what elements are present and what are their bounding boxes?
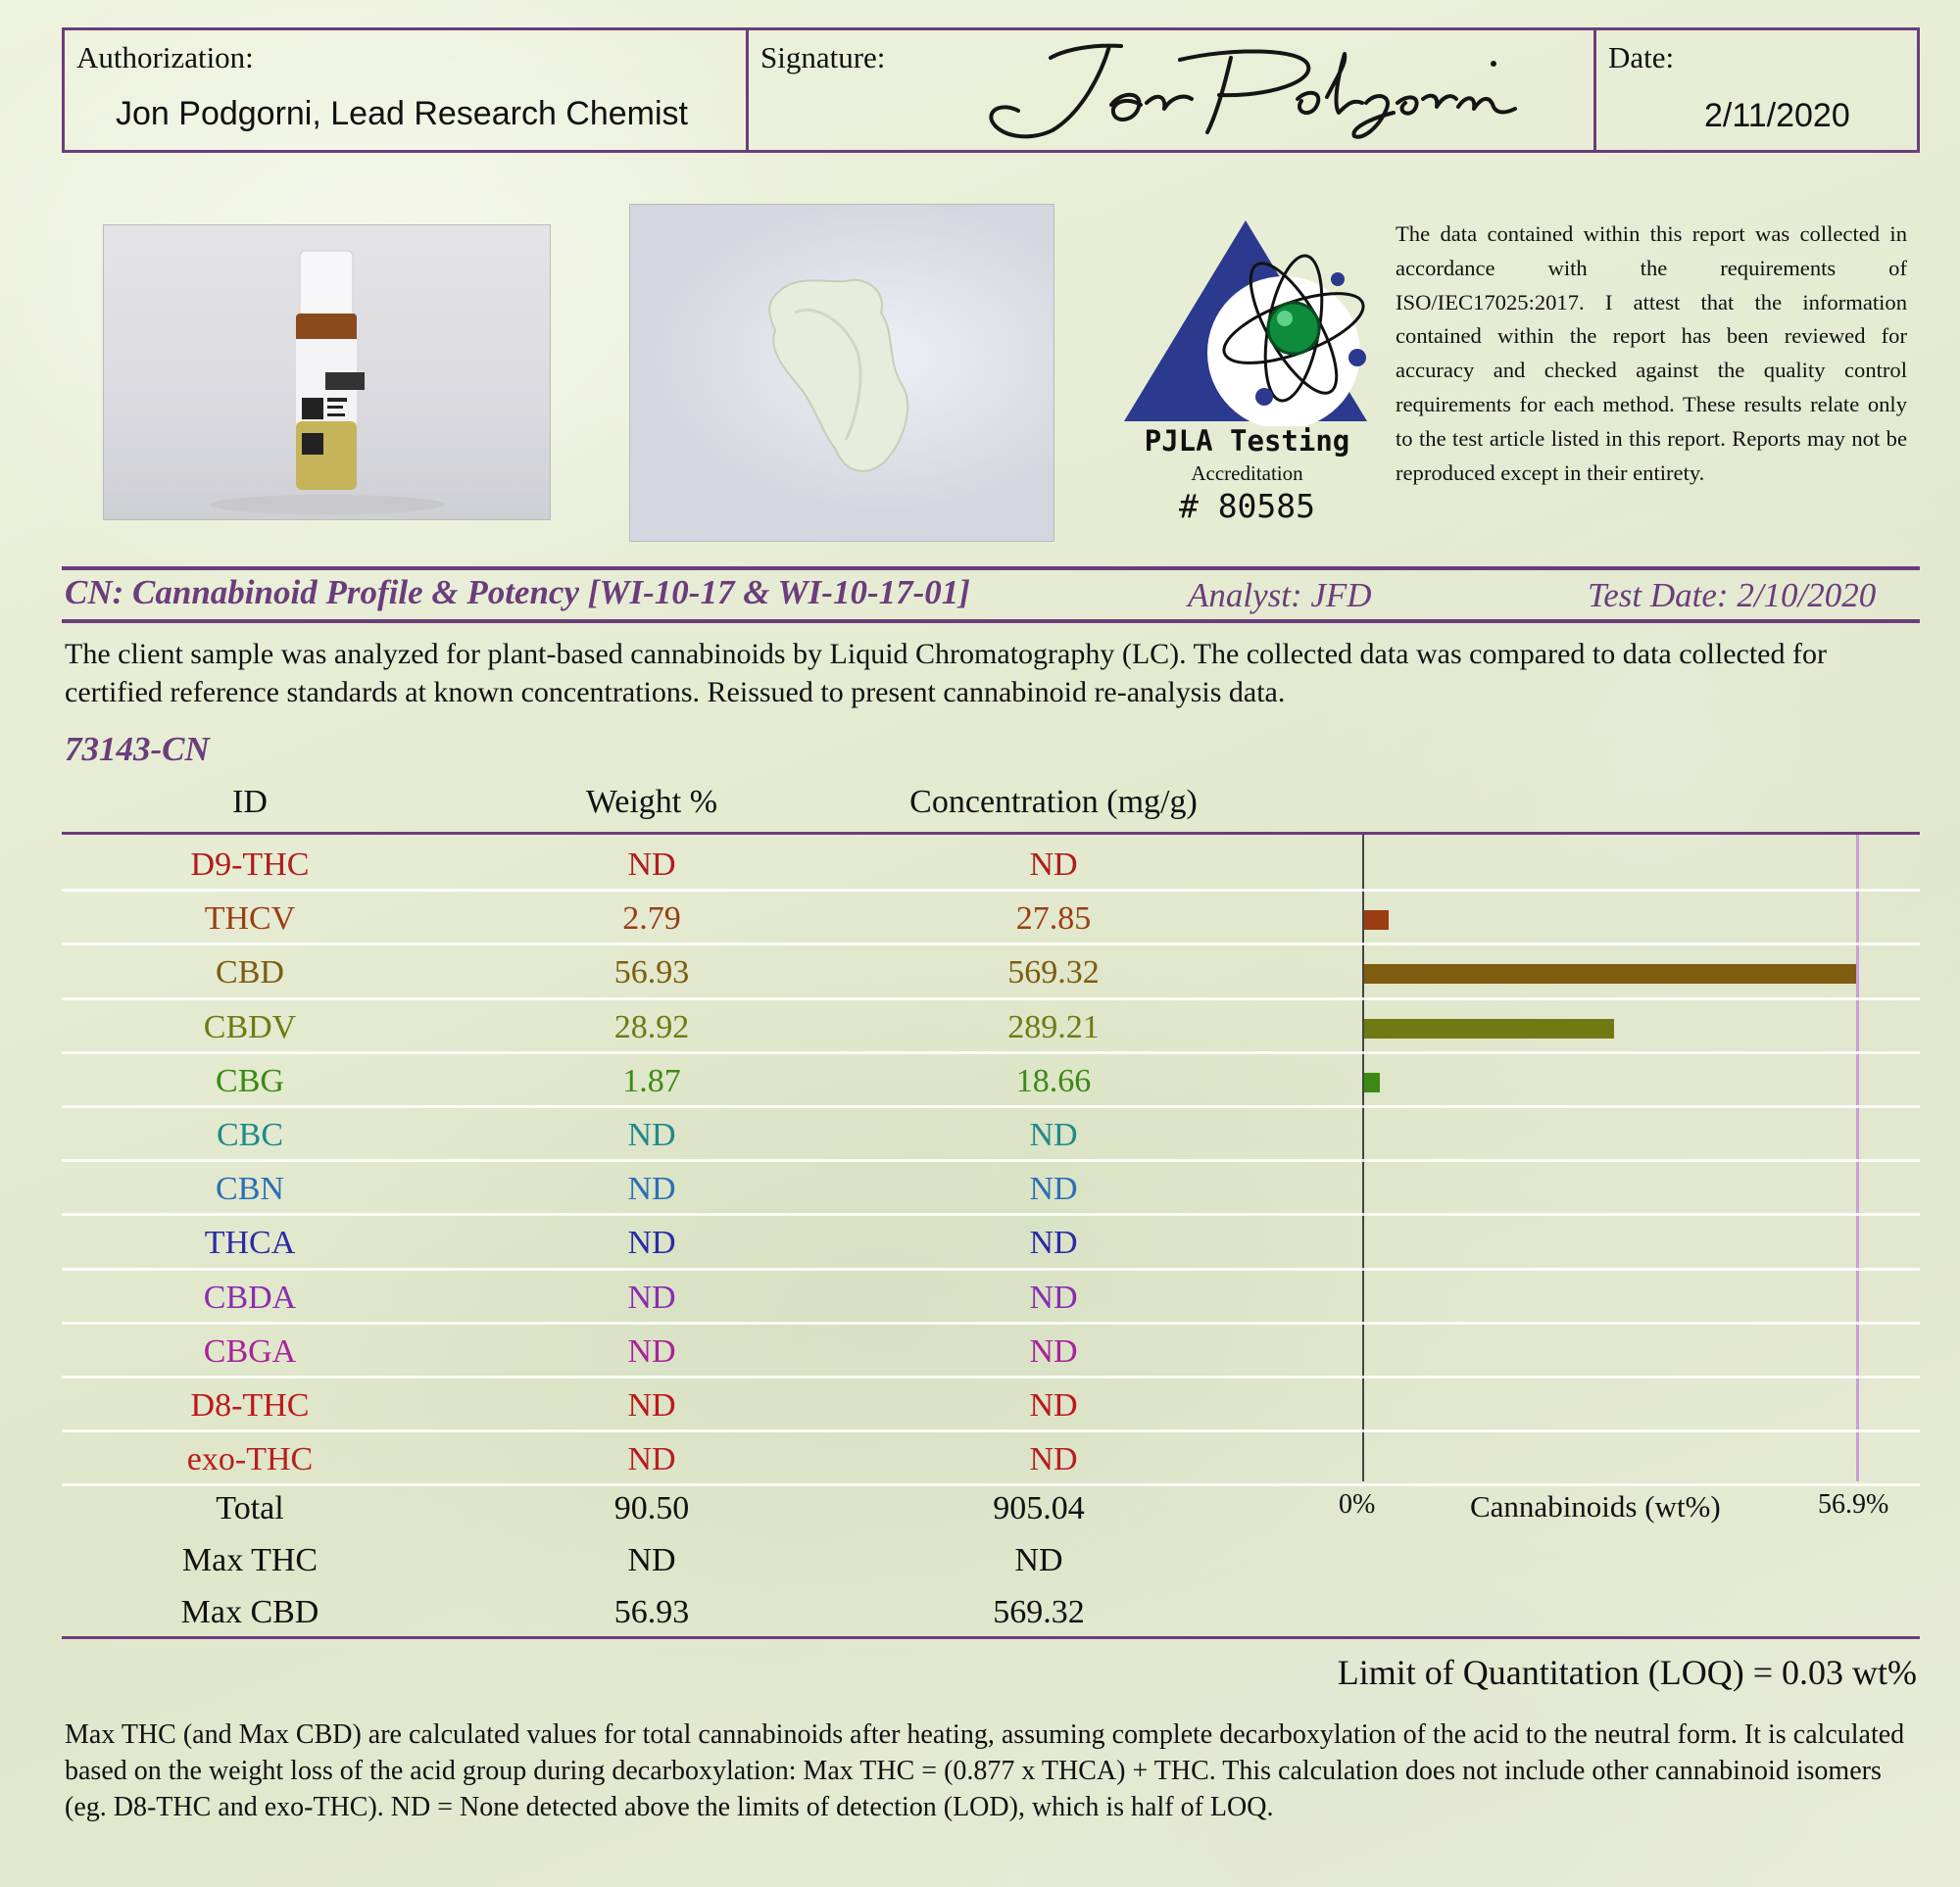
row-divider <box>62 1213 1920 1216</box>
signature-label: Signature: <box>760 40 886 74</box>
cannabinoid-id: CBG <box>216 1062 284 1099</box>
cannabinoid-weight: ND <box>627 1387 676 1424</box>
row-divider <box>62 1051 1920 1054</box>
cannabinoid-concentration: ND <box>1029 1225 1078 1262</box>
col-header-id: ID <box>232 784 268 820</box>
table-bottom-rule <box>62 1636 1920 1639</box>
cannabinoid-concentration: 18.66 <box>1015 1062 1092 1099</box>
chart-x-label: Cannabinoids (wt%) <box>1470 1489 1721 1524</box>
method-description: The client sample was analyzed for plant-based cannabinoids by Liquid Chromatography (LC). The collected data was compared to data collected for certified reference standards at known concentrations. Reissued to present cannabinoid re-analysis data. <box>65 638 1827 708</box>
pjla-accreditation-logo <box>1122 220 1372 524</box>
cannabinoid-weight: ND <box>627 1225 676 1262</box>
footnote: Max THC (and Max CBD) are calculated values for total cannabinoids after heating, assuming complete decarboxylation of the acid to the neutral form. It is calculated based on the weight loss of the acid group during decarboxylation: Max THC = (0.877 x THCA) + THC. This calculation does not include other cannabinoid isomers (eg. D8-THC and exo-THC). ND = None detected above the limits of detection (LOD), which is half of LOQ. <box>65 1719 1905 1822</box>
summary-concentration: 569.32 <box>993 1594 1085 1630</box>
sample-crystal-photo <box>629 204 1054 542</box>
row-divider <box>62 1483 1920 1486</box>
summary-label: Max CBD <box>180 1594 319 1630</box>
cannabinoid-id: THCA <box>204 1225 296 1262</box>
bar-thcv <box>1364 910 1389 930</box>
row-divider <box>62 1376 1920 1379</box>
cannabinoid-concentration: 569.32 <box>1007 954 1100 992</box>
summary-label: Total <box>216 1490 284 1526</box>
accreditation-name: PJLA Testing <box>1144 424 1350 458</box>
cannabinoid-id: CBC <box>216 1117 284 1153</box>
cannabinoid-weight: ND <box>627 1441 676 1478</box>
cannabinoid-weight: ND <box>627 847 676 883</box>
authorization-label: Authorization: <box>76 40 254 74</box>
cannabinoid-concentration: ND <box>1029 1387 1078 1424</box>
accreditation-sub: Accreditation <box>1191 461 1303 485</box>
iso-statement: The data contained within this report was collected in accordance with the requirements of ISO/IEC17025:2017. I attest that the information contained within the report has been reviewed for accuracy and checked against the quality control requirements for each method. These results relate only to the test article listed in this report. Reports may not be reproduced except in their entirety. <box>1396 221 1907 485</box>
bar-cbg <box>1364 1073 1380 1092</box>
cannabinoid-id: CBN <box>216 1171 284 1208</box>
cannabinoid-concentration: ND <box>1029 1441 1078 1478</box>
section-title: CN: Cannabinoid Profile & Potency [WI-10-17 & WI-10-17-01] <box>65 573 970 611</box>
cannabinoid-id: CBDA <box>203 1279 297 1316</box>
cannabinoid-weight: ND <box>627 1332 676 1370</box>
summary-label: Max THC <box>181 1542 318 1578</box>
table-header-rule <box>62 832 1920 835</box>
cannabinoid-concentration: ND <box>1029 1117 1078 1153</box>
row-divider <box>62 1322 1920 1325</box>
row-divider <box>62 1159 1920 1162</box>
analyst: Analyst: JFD <box>1188 576 1372 614</box>
section-rule-bottom <box>62 619 1920 623</box>
summary-weight: 56.93 <box>613 1594 690 1630</box>
cannabinoid-id: CBDV <box>203 1008 297 1045</box>
cannabinoid-concentration: 289.21 <box>1007 1008 1100 1045</box>
cannabinoid-weight: ND <box>627 1279 676 1316</box>
chart-zero-axis <box>1362 835 1364 1481</box>
row-divider <box>62 1268 1920 1271</box>
cannabinoid-concentration: ND <box>1029 847 1078 883</box>
loq-statement: Limit of Quantitation (LOQ) = 0.03 wt% <box>1337 1653 1917 1692</box>
row-divider <box>62 997 1920 1000</box>
row-divider <box>62 889 1920 892</box>
test-date: Test Date: 2/10/2020 <box>1588 576 1877 614</box>
date-value: 2/11/2020 <box>1704 97 1850 134</box>
atom-triangle-icon <box>1122 220 1372 426</box>
cannabinoid-id: CBD <box>216 954 284 992</box>
col-header-weight: Weight % <box>585 784 718 820</box>
cannabinoid-id: THCV <box>204 900 296 938</box>
accreditation-number: # 80585 <box>1178 487 1316 525</box>
cannabinoid-weight: 2.79 <box>622 900 681 938</box>
row-divider <box>62 1105 1920 1108</box>
report-header <box>62 27 1920 153</box>
cannabinoid-concentration: ND <box>1029 1171 1078 1208</box>
cannabinoid-id: D9-THC <box>190 847 310 883</box>
summary-weight: ND <box>627 1542 676 1578</box>
summary-weight: 90.50 <box>613 1490 690 1526</box>
row-divider <box>62 943 1920 945</box>
signature-cell <box>749 30 1593 150</box>
cannabinoid-weight: ND <box>627 1171 676 1208</box>
chart-max-line <box>1856 835 1859 1481</box>
chart-tick-min: 0% <box>1339 1489 1376 1520</box>
cannabinoid-weight: 56.93 <box>613 954 690 992</box>
summary-concentration: ND <box>1014 1542 1063 1578</box>
cannabinoid-id: D8-THC <box>190 1387 310 1424</box>
sample-vial-photo <box>103 224 551 520</box>
date-label: Date: <box>1608 40 1675 74</box>
summary-concentration: 905.04 <box>993 1490 1085 1526</box>
authorization-value: Jon Podgorni, Lead Research Chemist <box>116 95 688 132</box>
cannabinoid-weight: 28.92 <box>613 1008 690 1045</box>
cannabinoid-weight: 1.87 <box>622 1062 681 1099</box>
date-cell <box>1596 30 1917 150</box>
cannabinoid-id: exo-THC <box>186 1441 314 1478</box>
cannabinoid-concentration: ND <box>1029 1332 1078 1370</box>
cannabinoid-concentration: ND <box>1029 1279 1078 1316</box>
authorization-cell <box>65 30 746 150</box>
row-divider <box>62 1429 1920 1432</box>
cannabinoid-weight: ND <box>627 1117 676 1153</box>
cannabinoid-concentration: 27.85 <box>1015 900 1092 938</box>
chart-tick-max: 56.9% <box>1818 1489 1889 1520</box>
bar-cbd <box>1364 964 1856 984</box>
sample-id: 73143-CN <box>65 730 210 768</box>
section-rule-top <box>62 566 1920 570</box>
cannabinoid-id: CBGA <box>203 1332 297 1370</box>
bar-cbdv <box>1364 1019 1614 1039</box>
col-header-concentration: Concentration (mg/g) <box>909 784 1198 820</box>
handwritten-signature <box>974 34 1523 147</box>
